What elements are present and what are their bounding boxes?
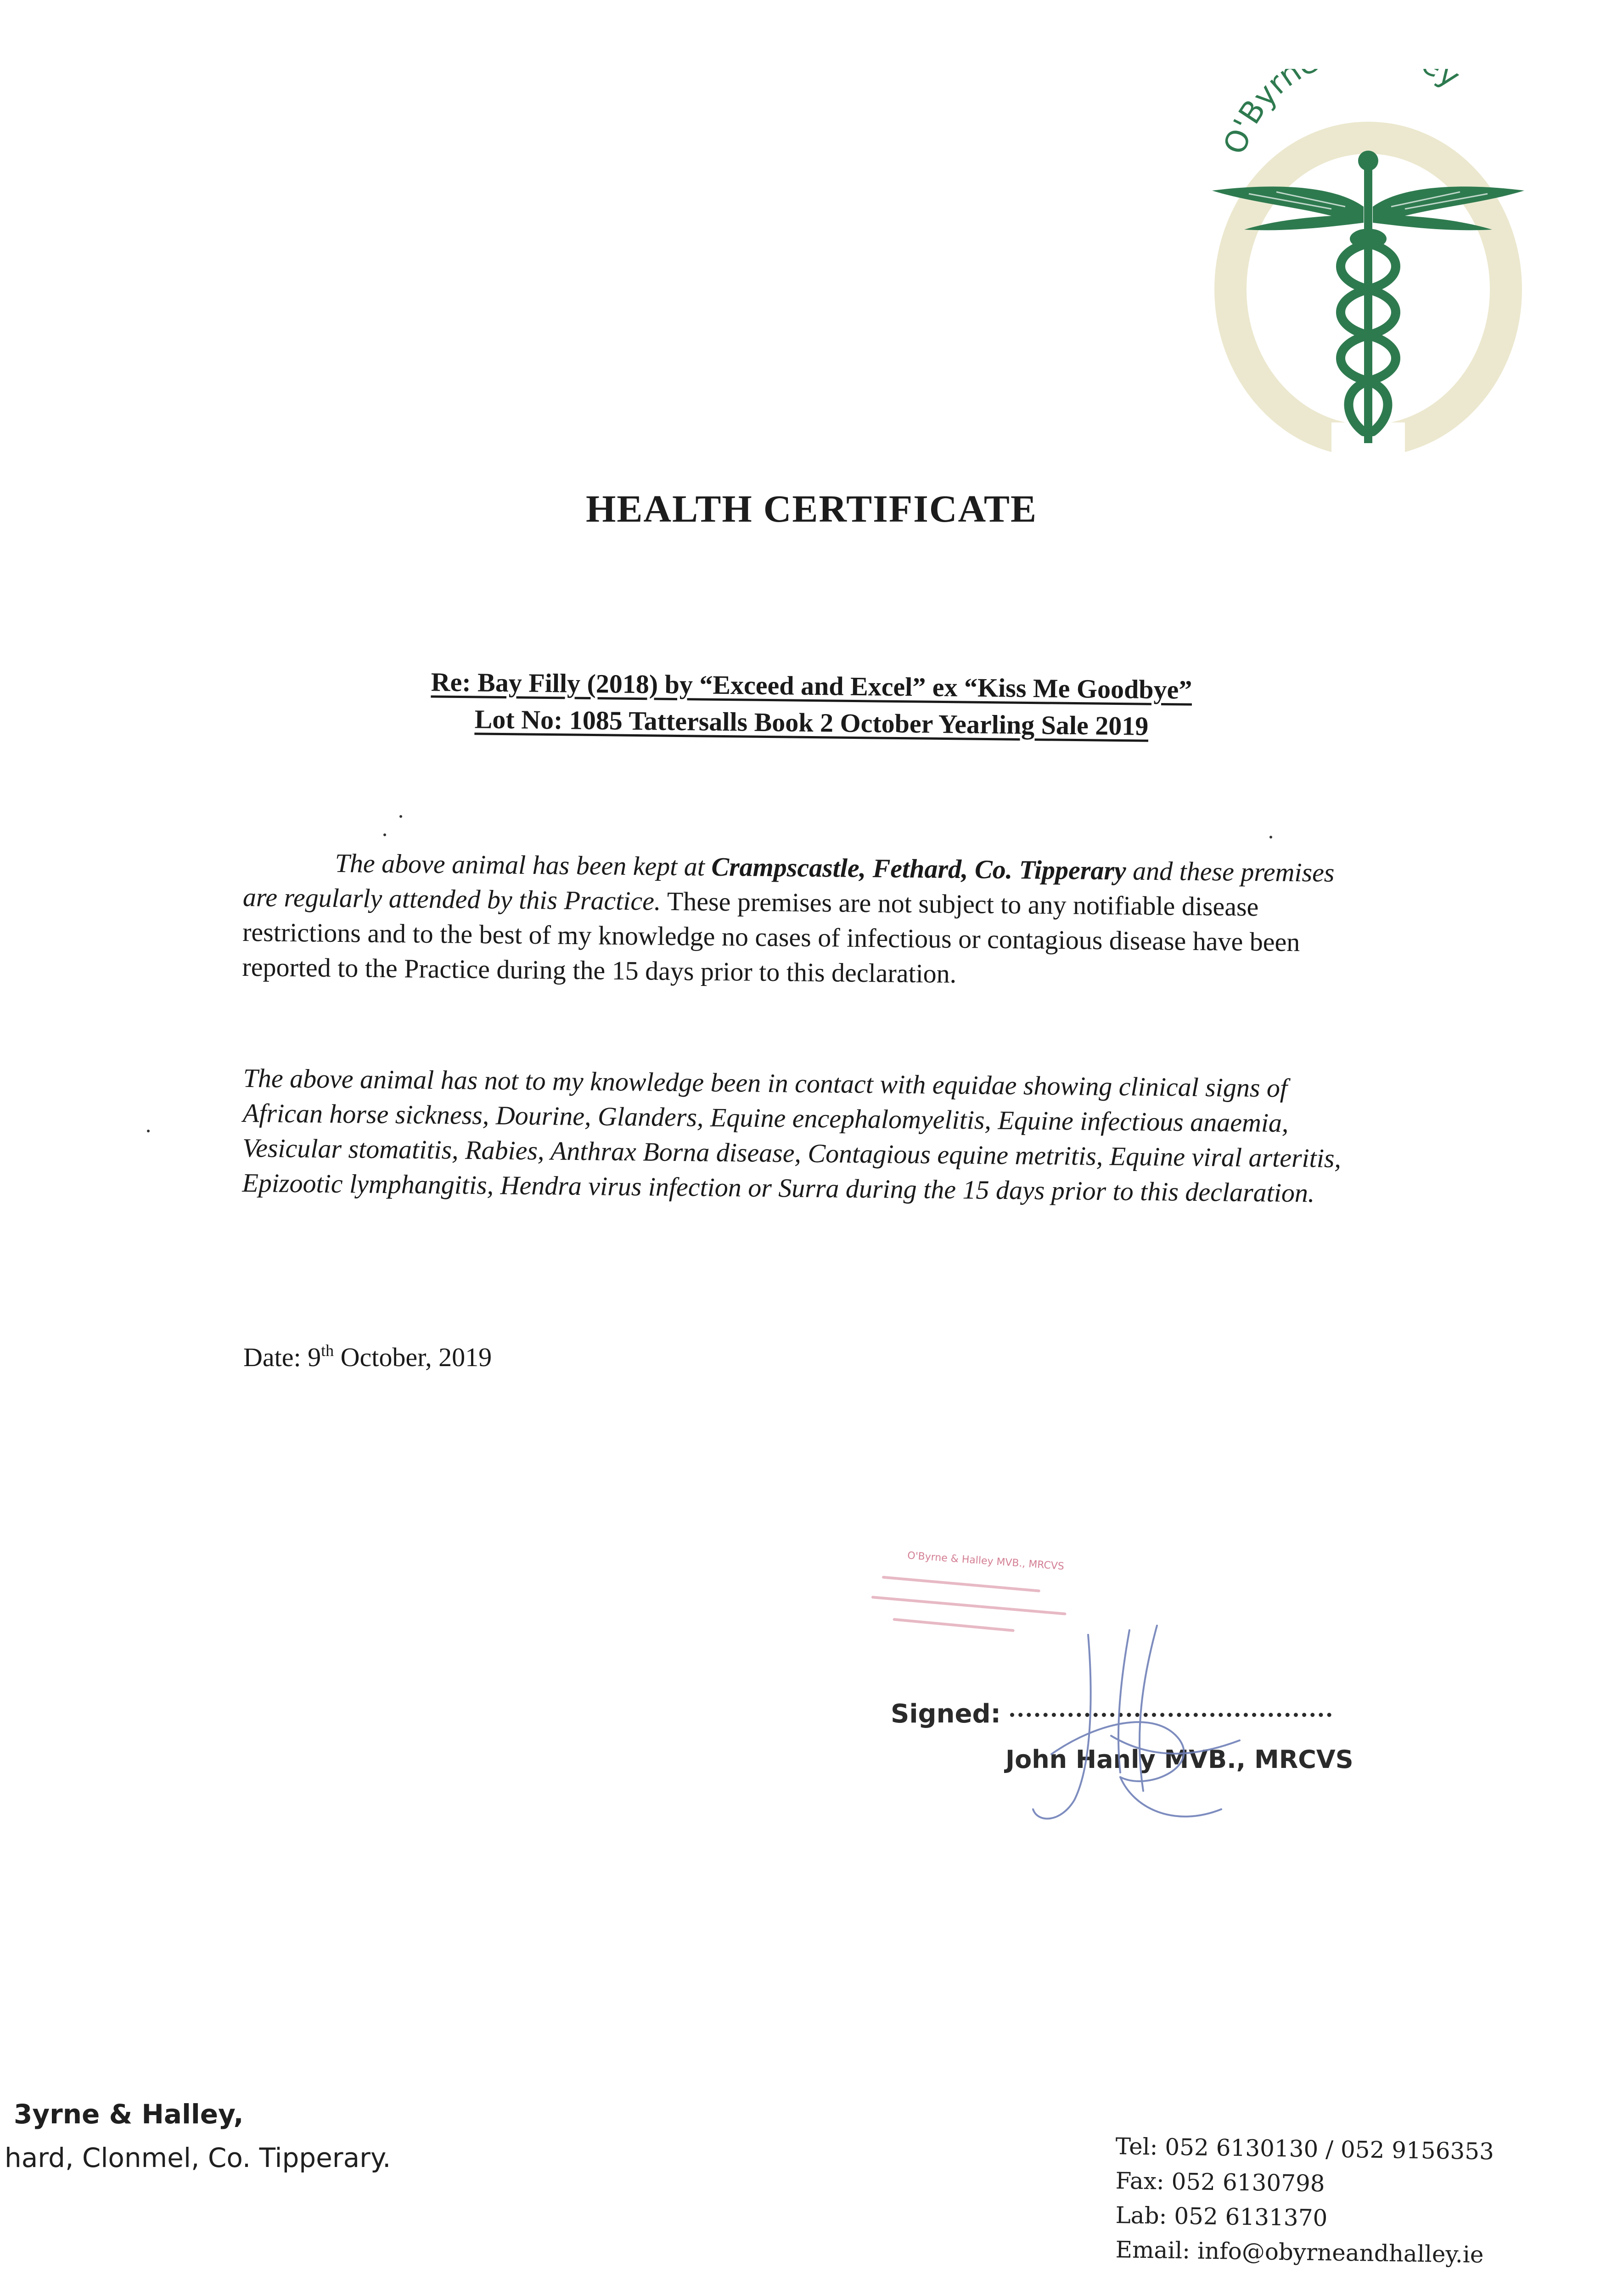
scan-speck (1269, 836, 1272, 838)
logo-text: O'Byrn y (1217, 69, 1467, 159)
premises-location: Crampscastle, Fethard, Co. Tipperary (711, 851, 1127, 886)
subject-line-horse: Re: Bay Filly (2018) by “Exceed and Excel” ex “Kiss Me Goodbye” (431, 667, 1192, 705)
scan-speck (383, 833, 386, 836)
signed-label: Signed: (891, 1699, 1001, 1729)
footer-lab: Lab: 052 6131370 (1115, 2202, 1328, 2232)
scan-speck (399, 815, 402, 818)
paragraph-intro: The above animal has been kept at (335, 848, 712, 882)
disease-contact-paragraph: The above animal has not to my knowledge been in contact with equidae showing clinical signs of African horse sickness, Dourine, Glanders, Equine encephalomyelitis, Equine infectious anaemia, Vesicular stomatitis, Rabies, Anthrax Borna disease, Contagious equine metritis, Equine viral arteritis, Epizootic lymphangitis, Hendra virus infection or Surra during the 15 days prior to this declaration. (242, 1063, 1342, 1208)
declaration-date: Date: 9th October, 2019 (243, 1341, 492, 1372)
scan-speck (147, 1130, 150, 1132)
caduceus-logo-icon (1194, 69, 1533, 468)
handwritten-signature (983, 1616, 1313, 1874)
footer-email: Email: info@obyrneandhalley.ie (1115, 2236, 1484, 2268)
footer-fax: Fax: 052 6130798 (1115, 2167, 1325, 2197)
document-title: HEALTH CERTIFICATE (586, 488, 1037, 530)
stamp-text: O'Byrne & Halley MVB., MRCVS (907, 1550, 1065, 1573)
footer-address: hard, Clonmel, Co. Tipperary. (5, 2142, 391, 2173)
premises-paragraph (242, 845, 1359, 995)
paragraph-declaration: These premises are not subject to any notifiable disease restrictions and to the best of my knowledge no cases of infectious or contagious disease have been reported to the Practice during the 15 days prior to this declaration. (242, 886, 1300, 989)
practice-logo (1194, 69, 1533, 468)
paragraph-practice: and these premises are regularly attended by this Practice. (242, 855, 1335, 916)
footer-telephone: Tel: 052 6130130 / 052 9156353 (1115, 2133, 1494, 2165)
signer-name: John Hanly MVB., MRCVS (1005, 1745, 1353, 1774)
subject-line-lot: Lot No: 1085 Tattersalls Book 2 October Yearling Sale 2019 (474, 704, 1149, 741)
signature-icon (983, 1616, 1313, 1874)
footer-practice-name: 3yrne & Halley, (14, 2099, 244, 2130)
